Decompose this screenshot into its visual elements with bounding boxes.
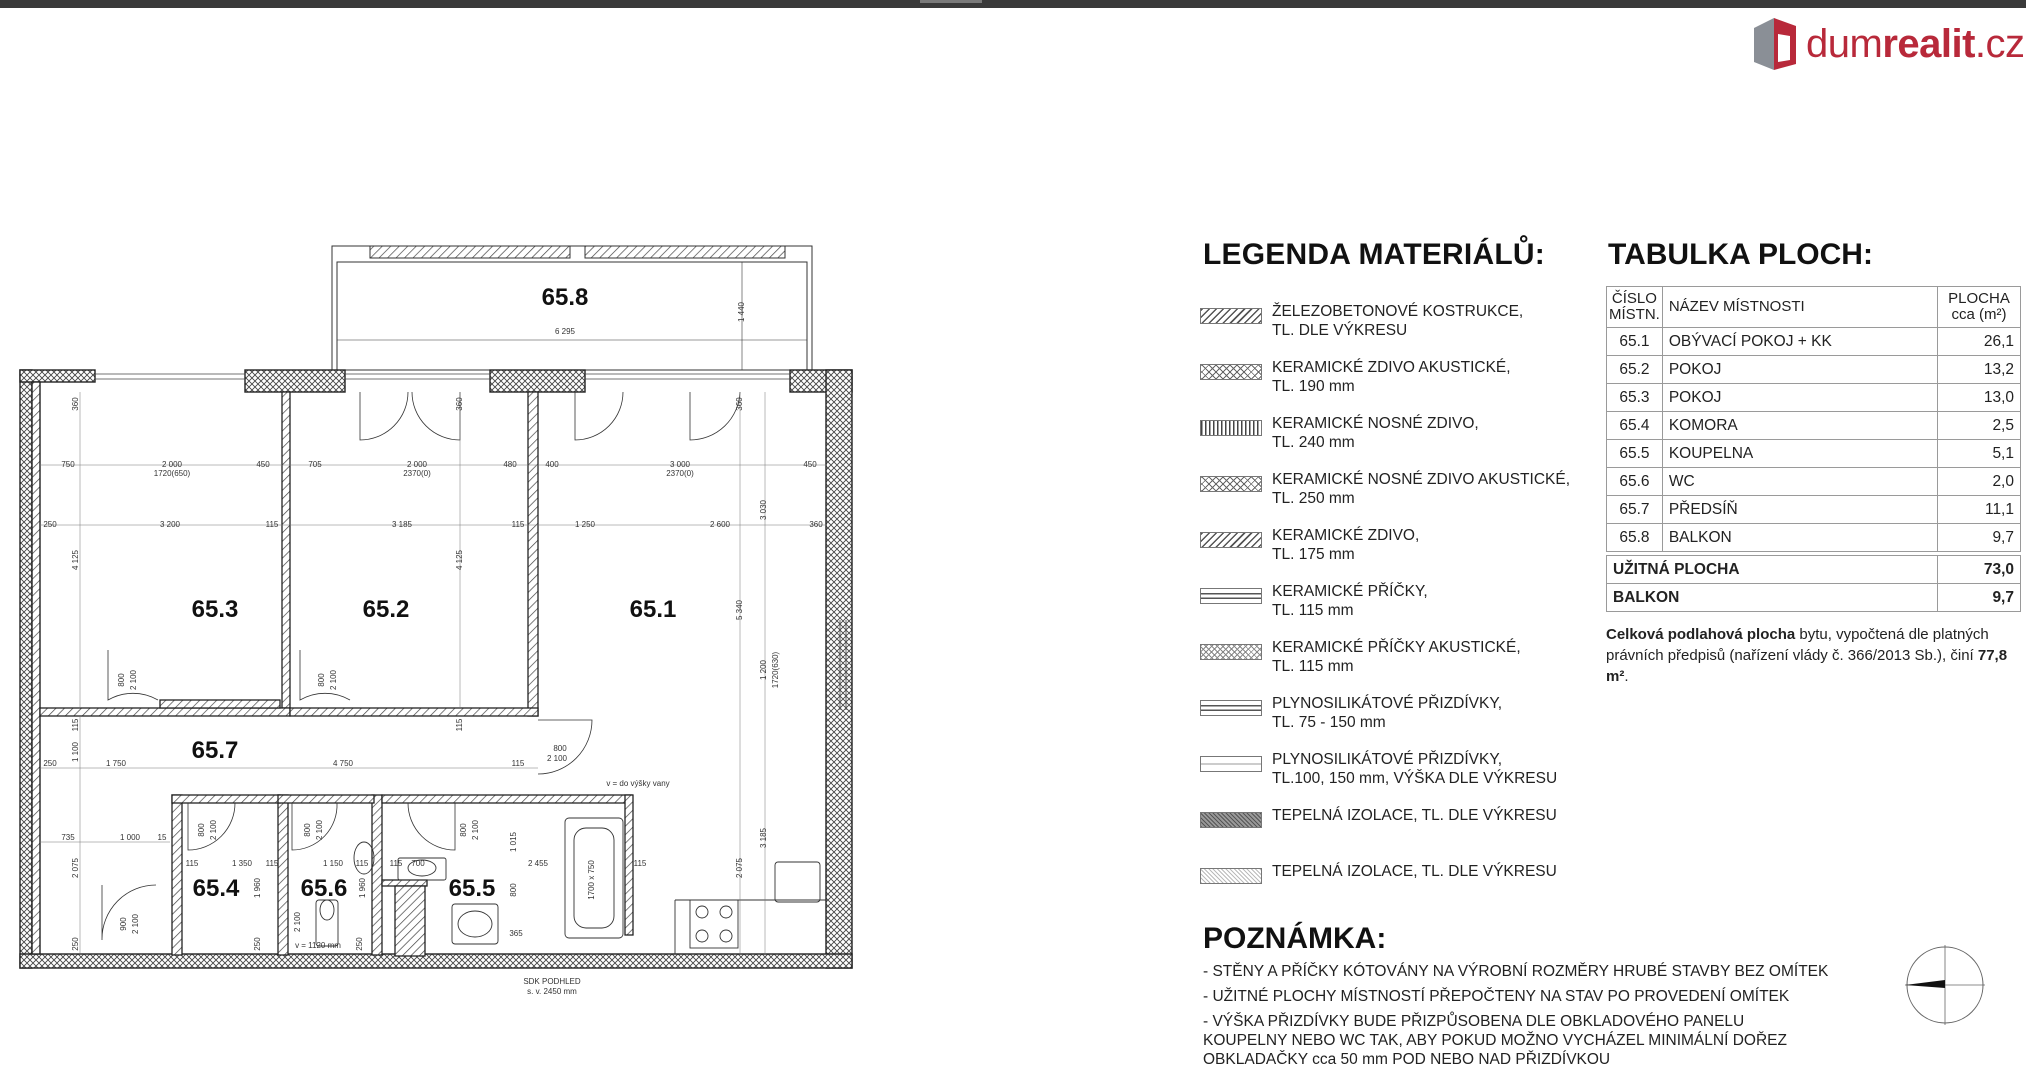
- dim-label: 1 150: [322, 859, 344, 868]
- dim-label: 800: [459, 823, 468, 837]
- dim-label: 6 295: [554, 327, 576, 336]
- dim-label: 3 185: [759, 827, 768, 849]
- legend-label: KERAMICKÉ ZDIVO AKUSTICKÉ, TL. 190 mm: [1272, 359, 1511, 395]
- dim-label: 800: [197, 823, 206, 837]
- legend-item: [1200, 358, 1580, 396]
- dim-label: v = 1120 mm: [295, 941, 341, 950]
- brand-logo[interactable]: [1752, 14, 2025, 74]
- dim-label: 1 200: [759, 659, 768, 681]
- table-row: [1607, 412, 2021, 440]
- notes-section: [1200, 922, 1900, 1069]
- dim-label: 735: [61, 833, 75, 842]
- legend-label: KERAMICKÉ ZDIVO, TL. 175 mm: [1272, 527, 1420, 563]
- legend-item: [1200, 750, 1580, 788]
- dim-label: 2 100: [471, 819, 480, 841]
- room-number-cell: 65.2: [1607, 356, 1663, 384]
- windows: [95, 374, 846, 710]
- dim-label: 3 030: [759, 499, 768, 521]
- dim-label: 2370(0): [403, 469, 431, 478]
- table-row: [1607, 524, 2021, 552]
- legend-item: [1200, 638, 1580, 676]
- room-area-cell: 11,1: [1938, 496, 2021, 524]
- legend-label: KERAMICKÉ NOSNÉ ZDIVO AKUSTICKÉ, TL. 250 mm: [1272, 471, 1571, 507]
- area-table: [1606, 286, 2021, 612]
- room-label-65-7: 65.7: [191, 737, 239, 764]
- dim-label: 2 075: [735, 857, 744, 879]
- dim-label: 5 340: [735, 599, 744, 621]
- usable-area-label: UŽITNÁ PLOCHA: [1607, 556, 1938, 584]
- dim-label: 1 350: [231, 859, 253, 868]
- legend-swatch: [1200, 868, 1262, 884]
- header-area: PLOCHA cca (m²): [1938, 287, 2021, 328]
- room-name-cell: OBÝVACÍ POKOJ + KK: [1662, 328, 1937, 356]
- legend-item: [1200, 806, 1580, 828]
- dim-label: 1 960: [358, 877, 367, 899]
- room-name-cell: WC: [1662, 468, 1937, 496]
- dim-label: 800: [303, 823, 312, 837]
- header-room-number: ČÍSLO MÍSTN.: [1607, 287, 1663, 328]
- legend-label: TEPELNÁ IZOLACE, TL. DLE VÝKRESU: [1272, 807, 1557, 824]
- room-name-cell: PŘEDSÍŇ: [1662, 496, 1937, 524]
- room-label-65-3: 65.3: [191, 596, 239, 623]
- floor-plan: [0, 200, 880, 1020]
- balcony-area-value: 9,7: [1938, 584, 2021, 612]
- header-room-name: NÁZEV MÍSTNOSTI: [1662, 287, 1937, 328]
- dim-label: 1 100: [71, 741, 80, 763]
- room-label-65-1: 65.1: [629, 596, 677, 623]
- dim-label: 360: [735, 397, 744, 411]
- notes-title: POZNÁMKA:: [1203, 922, 1387, 955]
- dim-label: 360: [455, 397, 464, 411]
- dim-label: 900: [119, 917, 128, 931]
- room-number-cell: 65.5: [1607, 440, 1663, 468]
- room-name-cell: KOMORA: [1662, 412, 1937, 440]
- legend-swatch: [1200, 812, 1262, 828]
- note-line: OBKLADAČKY cca 50 mm POD NEBO NAD PŘIZDÍVKOU: [1203, 1051, 1611, 1068]
- legend-label: PLYNOSILIKÁTOVÉ PŘIZDÍVKY, TL. 75 - 150 mm: [1272, 695, 1503, 731]
- area-table-title: TABULKA PLOCH:: [1608, 238, 1873, 271]
- dim-label: 250: [355, 937, 364, 951]
- dim-label: 115: [185, 859, 199, 868]
- room-area-cell: 9,7: [1938, 524, 2021, 552]
- balcony-area-label: BALKON: [1607, 584, 1938, 612]
- room-area-cell: 2,5: [1938, 412, 2021, 440]
- dim-label: 2 600: [709, 520, 731, 529]
- dim-label: 115: [389, 859, 403, 868]
- north-arrow-icon: [1900, 940, 1990, 1030]
- legend-title: LEGENDA MATERIÁLŮ:: [1203, 238, 1545, 271]
- dim-label: 2 100: [293, 911, 302, 933]
- table-row: [1607, 468, 2021, 496]
- room-number-cell: 65.3: [1607, 384, 1663, 412]
- dim-label: 4 125: [455, 549, 464, 571]
- dim-label: 2 100: [329, 669, 338, 691]
- top-bar: [0, 0, 2026, 8]
- dim-label: 400: [545, 460, 559, 469]
- dim-label: 4 125: [71, 549, 80, 571]
- dim-label: 2 455: [527, 859, 549, 868]
- dim-label: 360: [809, 520, 823, 529]
- dim-label: 15: [157, 833, 167, 842]
- room-label-65-2: 65.2: [362, 596, 410, 623]
- dim-label: 700: [411, 859, 425, 868]
- dim-label: 1720(650): [153, 469, 191, 478]
- legend-label: KERAMICKÉ NOSNÉ ZDIVO, TL. 240 mm: [1272, 415, 1479, 451]
- legend-label: KERAMICKÉ PŘÍČKY, TL. 115 mm: [1272, 583, 1428, 619]
- dim-label: 2 100: [129, 669, 138, 691]
- room-area-cell: 5,1: [1938, 440, 2021, 468]
- area-table-body: [1607, 328, 2021, 552]
- room-label-65-4: 65.4: [192, 875, 240, 902]
- dim-label: 2 100: [546, 754, 568, 763]
- dim-label: 1700 x 750: [587, 860, 596, 900]
- dim-label: 450: [803, 460, 817, 469]
- dim-label: 4 750: [332, 759, 354, 768]
- dim-label: 115: [455, 718, 464, 732]
- note-line: - UŽITNÉ PLOCHY MÍSTNOSTÍ PŘEPOČTENY NA STAV PO PROVEDENÍ OMÍTEK: [1203, 988, 1790, 1005]
- dim-label: 800: [117, 673, 126, 687]
- room-area-cell: 13,2: [1938, 356, 2021, 384]
- dim-label: 800: [553, 744, 567, 753]
- legend-swatch: [1200, 700, 1262, 716]
- dim-label: 250: [43, 520, 57, 529]
- note-line: - VÝŠKA PŘIZDÍVKY BUDE PŘIZPŮSOBENA DLE OBKLADOVÉHO PANELU: [1203, 1013, 1745, 1030]
- legend-item: [1200, 470, 1580, 508]
- table-row: [1607, 440, 2021, 468]
- room-name-cell: KOUPELNA: [1662, 440, 1937, 468]
- legend-label: TEPELNÁ IZOLACE, TL. DLE VÝKRESU: [1272, 863, 1557, 880]
- dim-label: 250: [43, 759, 57, 768]
- legend-swatch: [1200, 476, 1262, 492]
- dim-label: 115: [265, 859, 279, 868]
- legend-item: [1200, 862, 1580, 884]
- room-label-65-6: 65.6: [300, 875, 348, 902]
- dim-label: 2 000: [406, 460, 428, 469]
- legend-item: [1200, 526, 1580, 564]
- legend-swatch: [1200, 308, 1262, 324]
- dimension-labels: [43, 301, 823, 996]
- dim-label: 3 200: [159, 520, 181, 529]
- dim-label: 115: [511, 520, 525, 529]
- note-line: KOUPELNY NEBO WC TAK, ABY POKUD MOŽNO VYCHÁZEL MINIMÁLNÍ DOŘEZ: [1203, 1032, 1787, 1049]
- exterior-walls: [20, 370, 852, 968]
- dim-label: 2 100: [209, 819, 218, 841]
- legend-label: KERAMICKÉ PŘÍČKY AKUSTICKÉ, TL. 115 mm: [1272, 639, 1521, 675]
- room-name-cell: BALKON: [1662, 524, 1937, 552]
- dim-label: 1 000: [119, 833, 141, 842]
- dim-label: 1 440: [737, 301, 746, 323]
- legend-swatch: [1200, 644, 1262, 660]
- dim-label: 115: [265, 520, 279, 529]
- room-area-cell: 2,0: [1938, 468, 2021, 496]
- balcony-area-row: [1607, 584, 2021, 612]
- note-line: - STĚNY A PŘÍČKY KÓTOVÁNY NA VÝROBNÍ ROZMĚRY HRUBÉ STAVBY BEZ OMÍTEK: [1203, 963, 1829, 980]
- dim-label: 750: [61, 460, 75, 469]
- dim-label: 1 015: [509, 831, 518, 853]
- legend-swatch: [1200, 756, 1262, 772]
- legend-label: PLYNOSILIKÁTOVÉ PŘIZDÍVKY, TL.100, 150 mm, VÝŠKA DLE VÝKRESU: [1272, 751, 1558, 787]
- room-area-cell: 13,0: [1938, 384, 2021, 412]
- room-label-65-5: 65.5: [448, 875, 496, 902]
- legend-swatch: [1200, 364, 1262, 380]
- legend-item: [1200, 582, 1580, 620]
- logo-text: dumrealit.cz: [1806, 21, 2025, 66]
- total-floor-area-note: Celková podlahová plocha bytu, vypočtená dle platných právních předpisů (nařízení vlády č. 366/2013 Sb.), činí 77,8 m².: [1606, 626, 2008, 685]
- dim-label: 115: [71, 718, 80, 732]
- table-row: [1607, 328, 2021, 356]
- area-table-header: [1607, 287, 2021, 328]
- dim-label: 250: [71, 937, 80, 951]
- usable-area-row: [1607, 556, 2021, 584]
- dim-label: s. v. 2450 mm: [527, 987, 577, 996]
- dim-label: 1720(630): [771, 651, 780, 689]
- dim-label: 1 750: [105, 759, 127, 768]
- room-number-cell: 65.6: [1607, 468, 1663, 496]
- legend-item: [1200, 302, 1580, 340]
- table-row: [1607, 384, 2021, 412]
- dim-label: 480: [503, 460, 517, 469]
- dim-label: 2 075: [71, 857, 80, 879]
- legend-swatch: [1200, 420, 1262, 436]
- dim-label: 365: [509, 929, 523, 938]
- dim-label: 2 000: [161, 460, 183, 469]
- dim-label: 1 250: [574, 520, 596, 529]
- room-number-cell: 65.8: [1607, 524, 1663, 552]
- dim-label: SDK PODHLED: [523, 977, 581, 986]
- table-row: [1607, 356, 2021, 384]
- legend-item: [1200, 694, 1580, 732]
- room-name-cell: POKOJ: [1662, 384, 1937, 412]
- dim-label: v = do výšky vany: [606, 779, 670, 788]
- table-row: [1607, 496, 2021, 524]
- room-number-cell: 65.7: [1607, 496, 1663, 524]
- legend-label: ŽELEZOBETONOVÉ KOSTRUKCE, TL. DLE VÝKRESU: [1272, 303, 1524, 339]
- house-logo-icon: [1752, 16, 1798, 72]
- dim-label: 800: [509, 883, 518, 897]
- dim-label: 3 000: [669, 460, 691, 469]
- dim-label: 360: [71, 397, 80, 411]
- area-table-section: [1606, 238, 2024, 687]
- materials-legend: [1200, 238, 1580, 880]
- legend-swatch: [1200, 532, 1262, 548]
- room-label-65-8: 65.8: [541, 284, 589, 311]
- room-area-cell: 26,1: [1938, 328, 2021, 356]
- dim-label: 115: [355, 859, 369, 868]
- dim-label: 800: [317, 673, 326, 687]
- legend-swatch: [1200, 588, 1262, 604]
- dim-label: 705: [308, 460, 322, 469]
- usable-area-value: 73,0: [1938, 556, 2021, 584]
- dim-label: 115: [511, 759, 525, 768]
- room-number-cell: 65.1: [1607, 328, 1663, 356]
- room-name-cell: POKOJ: [1662, 356, 1937, 384]
- dim-label: 1 960: [253, 877, 262, 899]
- room-number-cell: 65.4: [1607, 412, 1663, 440]
- legend-item: [1200, 414, 1580, 452]
- dim-label: 2 100: [131, 913, 140, 935]
- dim-label: 3 185: [391, 520, 413, 529]
- top-bar-handle: [920, 0, 982, 3]
- dim-label: 2370(0): [666, 469, 694, 478]
- dim-label: 250: [253, 937, 262, 951]
- dim-label: 115: [633, 859, 647, 868]
- dim-label: 450: [256, 460, 270, 469]
- dim-label: 2 100: [315, 819, 324, 841]
